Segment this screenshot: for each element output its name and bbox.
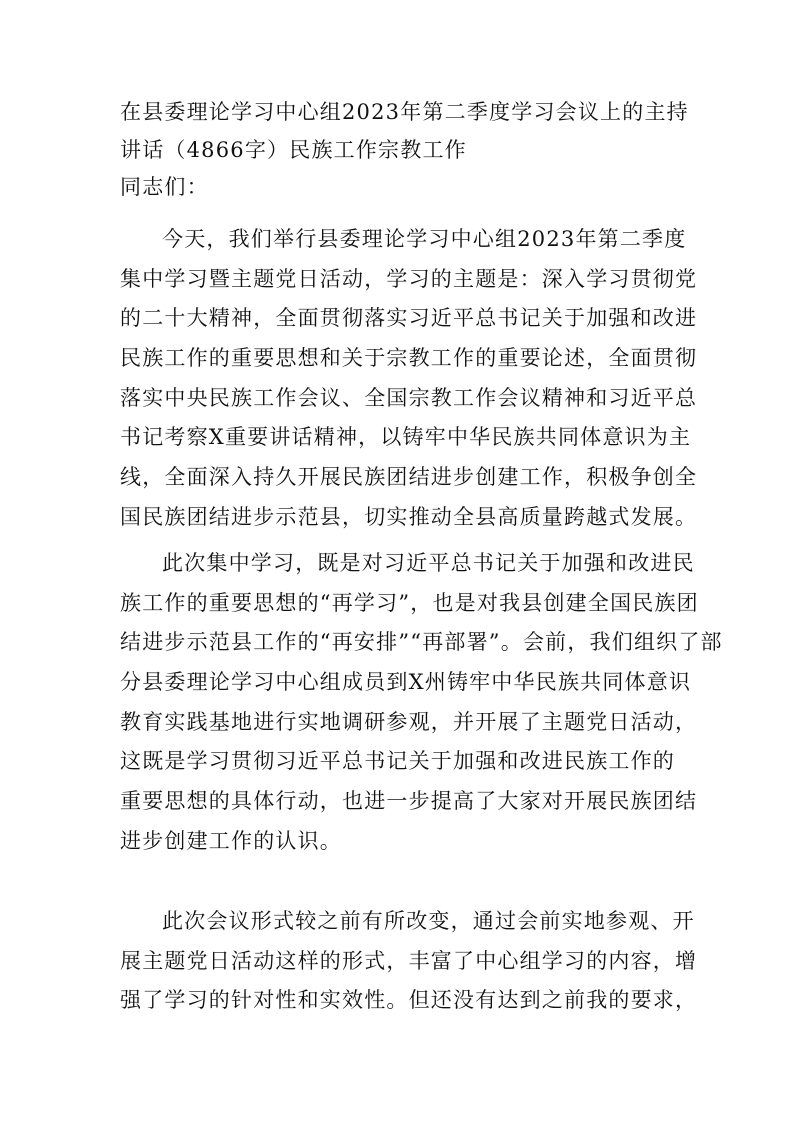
salutation: 同志们： <box>120 175 209 199</box>
paragraph-line: 此次集中学习，既是对习近平总书记关于加强和改进民 <box>162 551 695 575</box>
paragraph-line: 族工作的重要思想的“再学习”，也是对我县创建全国民族团 <box>120 590 699 615</box>
paragraph-line: 此次会议形式较之前有所改变，通过会前实地参观、开 <box>162 909 695 933</box>
paragraph-line: 教育实践基地进行实地调研参观，并开展了主题党日活动， <box>120 709 698 734</box>
paragraph-line: 进步创建工作的认识。 <box>120 828 342 853</box>
document-title <box>120 93 690 169</box>
paragraph-line: 结进步示范县工作的“再安排”“再部署”。会前，我们组织了部 <box>120 630 723 655</box>
paragraph-line: 的二十大精神，全面贯彻落实习近平总书记关于加强和改进 <box>120 306 698 331</box>
paragraph-line: 强了学习的针对性和实效性。但还没有达到之前我的要求， <box>120 988 698 1013</box>
paragraph-line: 民族工作的重要思想和关于宗教工作的重要论述，全面贯彻 <box>120 346 698 371</box>
paragraph-line: 集中学习暨主题党日活动，学习的主题是：深入学习贯彻党 <box>120 266 698 291</box>
paragraph-1 <box>120 222 698 540</box>
title-line-2: 讲话（4866字）民族工作宗教工作 <box>120 138 467 162</box>
paragraph-line: 线，全面深入持久开展民族团结进步创建工作，积极争创全 <box>120 465 698 490</box>
paragraph-2 <box>120 546 723 864</box>
title-line-1: 在县委理论学习中心组2023年第二季度学习会议上的主持 <box>120 100 689 124</box>
paragraph-3 <box>120 904 698 1023</box>
paragraph-line: 书记考察X重要讲话精神，以铸牢中华民族共同体意识为主 <box>120 425 692 450</box>
paragraph-line: 落实中央民族工作会议、全国宗教工作会议精神和习近平总 <box>120 385 698 410</box>
paragraph-line: 展主题党日活动这样的形式，丰富了中心组学习的内容，增 <box>120 948 698 973</box>
paragraph-line: 分县委理论学习中心组成员到X州铸牢中华民族共同体意识 <box>120 670 692 695</box>
paragraph-line: 这既是学习贯彻习近平总书记关于加强和改进民族工作的 <box>120 749 675 774</box>
paragraph-line: 重要思想的具体行动，也进一步提高了大家对开展民族团结 <box>120 789 698 814</box>
paragraph-line: 国民族团结进步示范县，切实推动全县高质量跨越式发展。 <box>120 504 698 529</box>
paragraph-line: 今天，我们举行县委理论学习中心组2023年第二季度 <box>162 227 687 251</box>
